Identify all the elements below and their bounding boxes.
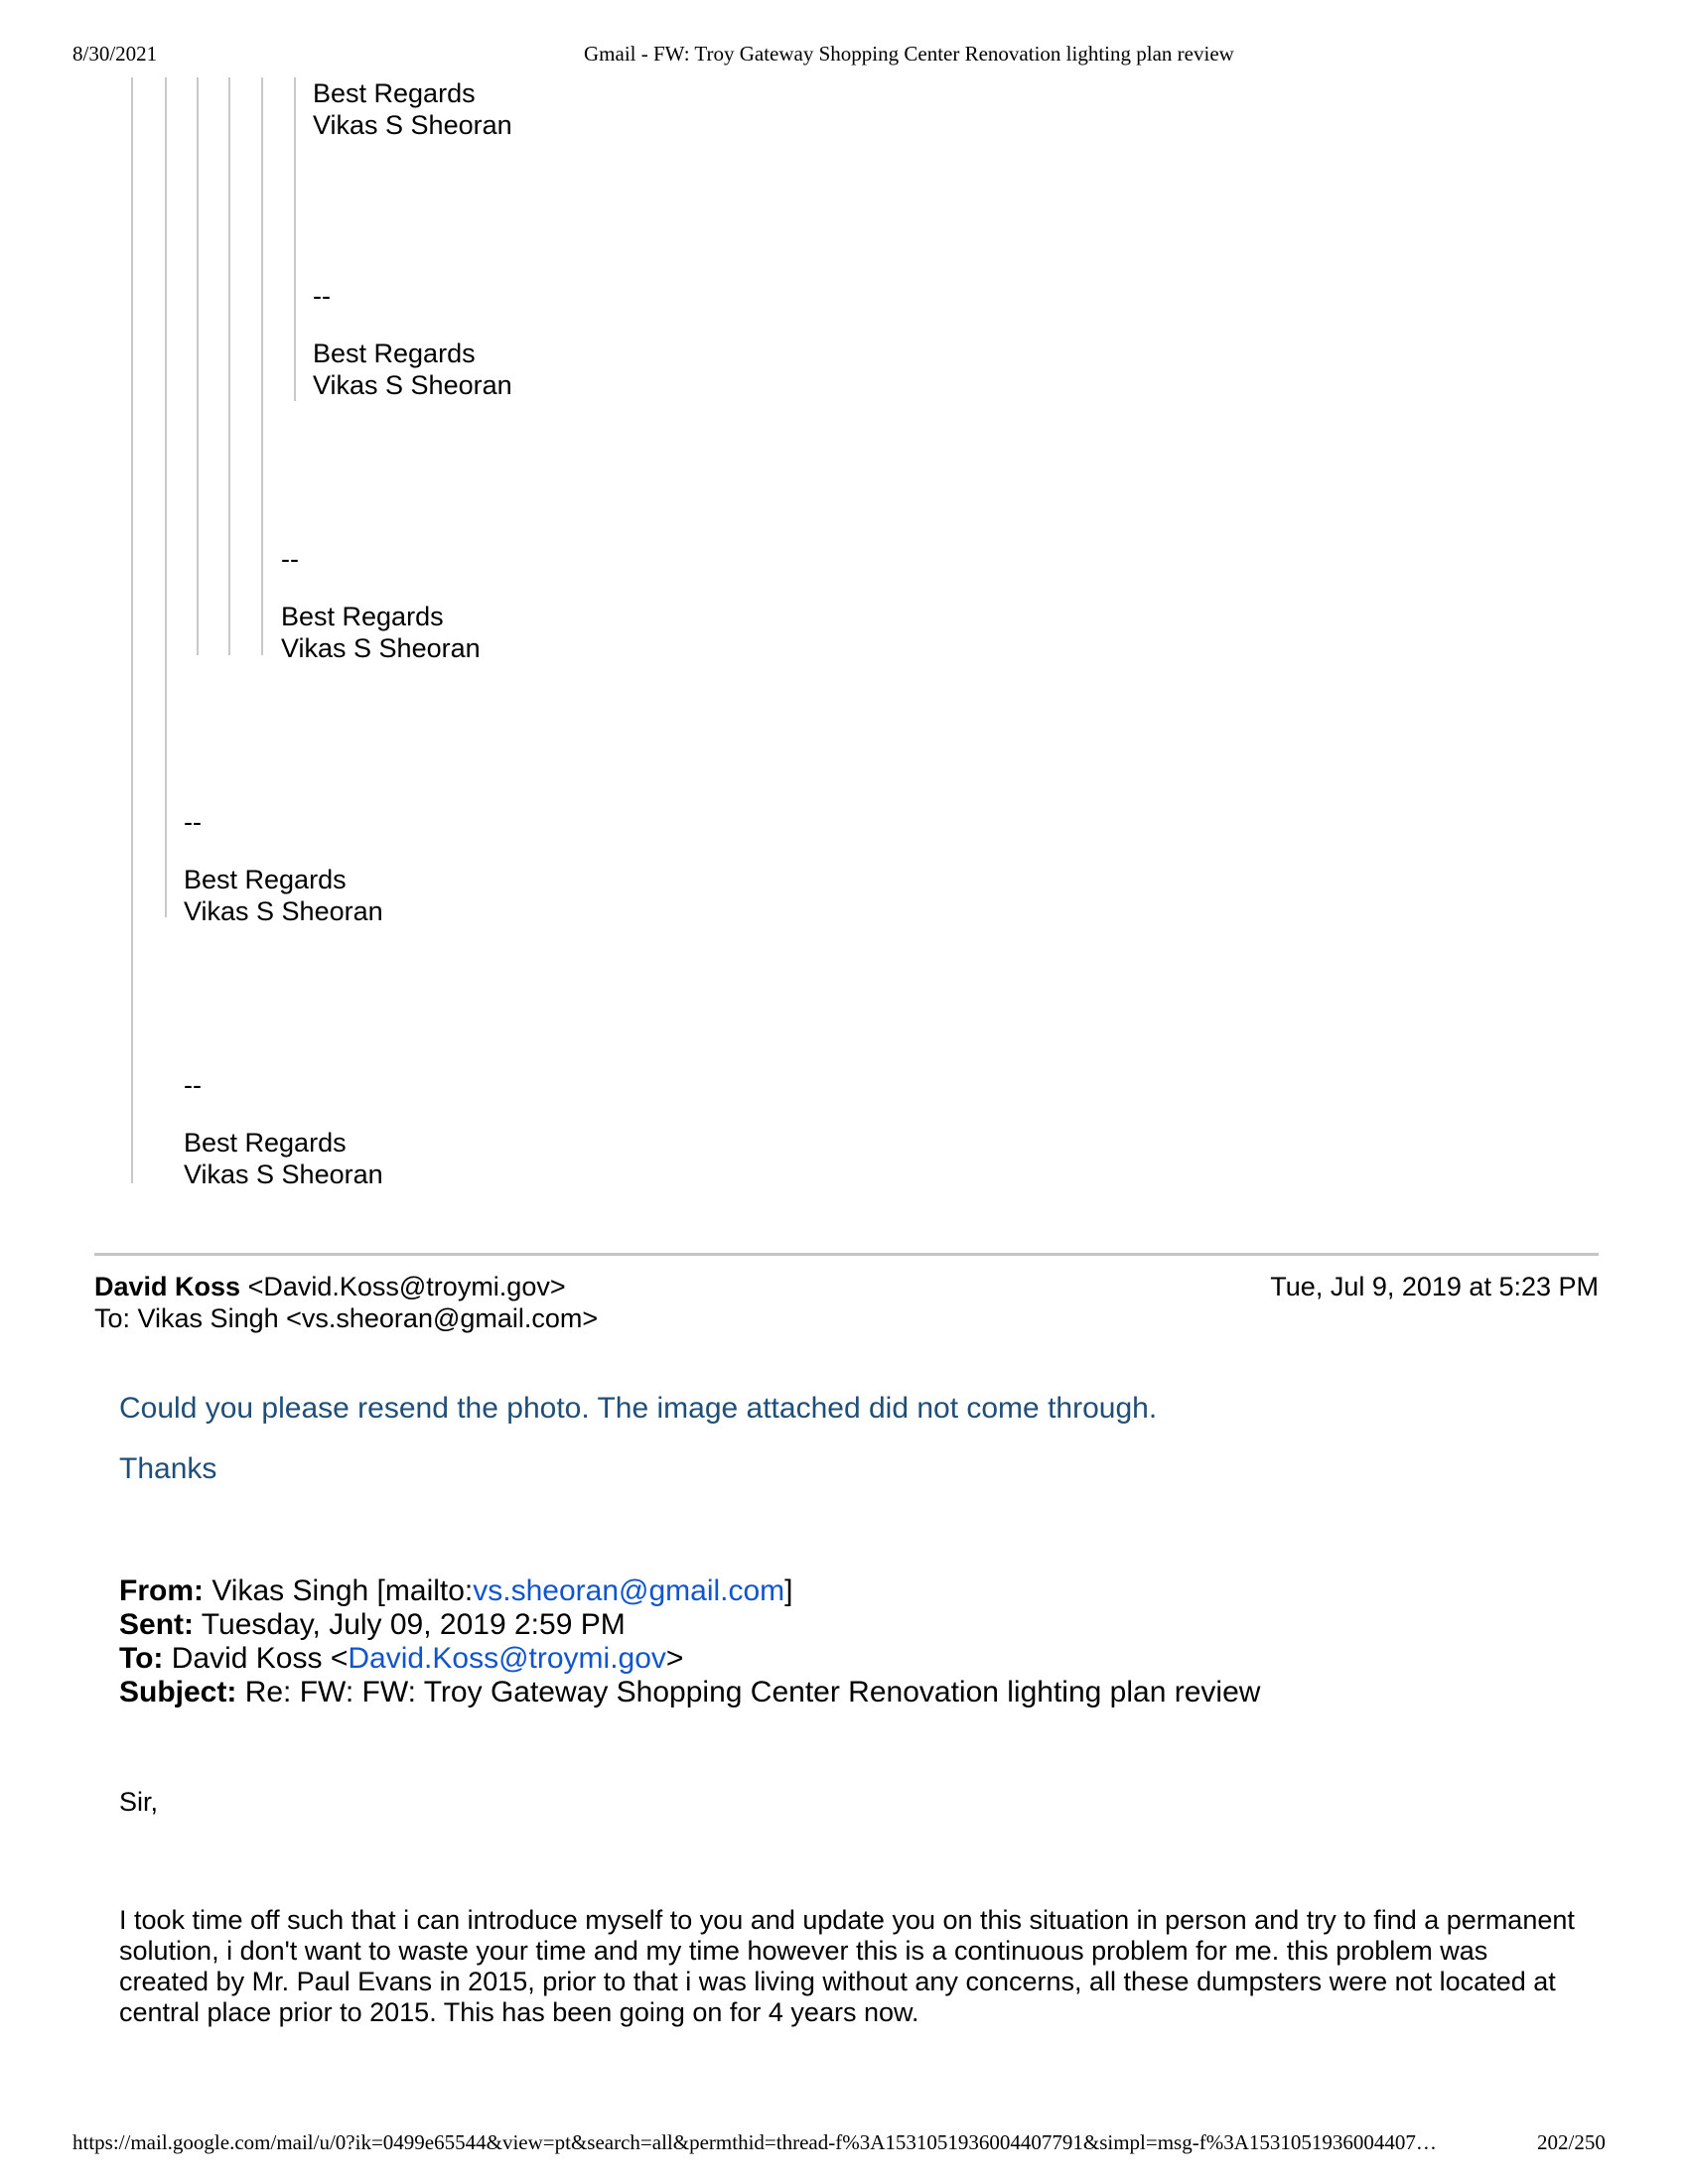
- signature-name: Vikas S Sheoran: [184, 896, 383, 926]
- quoted-from-email-link[interactable]: vs.sheoran@gmail.com: [473, 1574, 785, 1607]
- quoted-subject-value: Re: FW: FW: Troy Gateway Shopping Center Renovation lighting plan review: [244, 1676, 1261, 1708]
- quote-bar-level-1: [131, 77, 133, 1183]
- quoted-sent-label: Sent:: [119, 1608, 194, 1641]
- signature-regards: Best Regards: [313, 78, 476, 108]
- message-date: Tue, Jul 9, 2019 at 5:23 PM: [1270, 1272, 1599, 1301]
- quote-bar-level-5: [261, 77, 263, 655]
- quoted-subject-row: [119, 1676, 1260, 1709]
- quoted-from-label: From:: [119, 1574, 204, 1607]
- quote-bar-level-3: [197, 77, 199, 655]
- quote-bar-level-4: [228, 77, 230, 655]
- signature-dash: --: [313, 281, 331, 311]
- signature-regards: Best Regards: [184, 1128, 347, 1158]
- quoted-sent-value: Tuesday, July 09, 2019 2:59 PM: [201, 1608, 626, 1641]
- signature-dash: --: [184, 807, 202, 837]
- quoted-header: [119, 1574, 1260, 1709]
- quote-bar-level-2: [165, 77, 167, 917]
- signature-regards: Best Regards: [184, 865, 347, 894]
- signature-block: [313, 280, 512, 401]
- quoted-sent-row: [119, 1608, 1260, 1642]
- quoted-to-name: David Koss <: [171, 1642, 349, 1675]
- signature-block: [184, 806, 383, 927]
- quoted-from-close: ]: [784, 1574, 793, 1607]
- signature-name: Vikas S Sheoran: [313, 370, 512, 400]
- signature-name: Vikas S Sheoran: [184, 1160, 383, 1189]
- signature-regards: Best Regards: [281, 602, 444, 631]
- message-body-line: Could you please resend the photo. The image attached did not come through.: [119, 1392, 1158, 1425]
- quote-bar-level-6: [294, 77, 296, 401]
- message-body-thanks: Thanks: [119, 1452, 217, 1485]
- signature-name: Vikas S Sheoran: [281, 633, 481, 663]
- quoted-to-email-link[interactable]: David.Koss@troymi.gov: [348, 1642, 666, 1675]
- signature-dash: --: [281, 544, 299, 574]
- quoted-to-row: [119, 1642, 1260, 1676]
- quoted-from-name: Vikas Singh [mailto:: [211, 1574, 474, 1607]
- sender-name[interactable]: David Koss: [94, 1272, 241, 1301]
- quoted-subject-label: Subject:: [119, 1676, 237, 1708]
- quoted-from-row: [119, 1574, 1260, 1608]
- signature-regards: Best Regards: [313, 339, 476, 368]
- print-url: https://mail.google.com/mail/u/0?ik=0499e65544&view=pt&search=all&permthid=thread-f%3A1531051936004407791&simpl=msg-f%3A1531051936004407…: [72, 2130, 1437, 2154]
- message-divider: [94, 1253, 1599, 1256]
- print-title: Gmail - FW: Troy Gateway Shopping Center Renovation lighting plan review: [584, 42, 1234, 66]
- quoted-paragraph: I took time off such that i can introduce myself to you and update you on this situation in person and try to find a permanent solution, i don't want to waste your time and my time however this is a continuous problem for me. this problem was created by Mr. Paul Evans in 2015, prior to that i was living without any concerns, all these dumpsters were not located at central place prior to 2015. This has been going on for 4 years now.: [119, 1905, 1575, 2027]
- recipient-line: To: Vikas Singh <vs.sheoran@gmail.com>: [94, 1303, 599, 1333]
- signature-block: [281, 543, 481, 664]
- quoted-greeting: Sir,: [119, 1787, 159, 1817]
- sender-email[interactable]: <David.Koss@troymi.gov>: [247, 1272, 566, 1301]
- quoted-to-close: >: [665, 1642, 684, 1675]
- signature-name: Vikas S Sheoran: [313, 110, 512, 140]
- print-page-number: 202/250: [1537, 2130, 1606, 2154]
- quoted-to-label: To:: [119, 1642, 164, 1675]
- signature-block: [184, 1069, 383, 1190]
- print-date: 8/30/2021: [72, 42, 158, 66]
- signature-dash: --: [184, 1070, 202, 1100]
- message-header: [94, 1271, 1599, 1334]
- signature-block: [313, 77, 512, 141]
